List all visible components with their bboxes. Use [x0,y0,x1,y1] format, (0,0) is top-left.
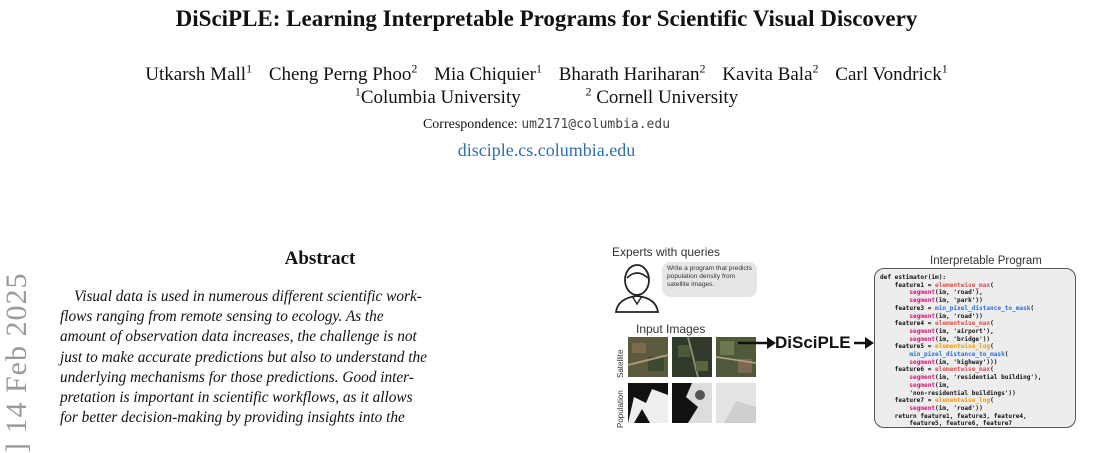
author: Utkarsh Mall$^1$ [145,62,253,86]
author: Kavita Bala$^2$ [722,62,819,86]
program-line: min_pixel_distance_to_mask( [909,351,1009,359]
correspondence-label: Correspondence: [422,117,518,132]
program-code-box [874,268,1076,428]
program-line: segment(im, 'residential building'), [909,374,1042,382]
abstract-body [60,287,578,428]
program-line: segment(im, 'bridge')) [909,335,991,343]
abstract-line: for better decision-making by providing insights into the [60,409,405,427]
program-line: 'non-residential buildings')) [880,389,1016,397]
affiliation-list [0,85,1093,109]
correspondence [0,117,1093,133]
population-map [628,383,668,423]
paper-title: DiSciPLE: Learning Interpretable Programs for Scientific Visual Discovery [175,6,918,31]
population-map [672,383,712,423]
author: Cheng Perng Phoo$^2$ [268,62,418,86]
program-label: Interpretable Program [930,255,1042,267]
project-website-link[interactable]: disciple.cs.columbia.edu [457,140,636,160]
affiliation: $^1$Columbia University [354,85,521,109]
program-line: feature5, feature6, feature7 [880,420,1013,428]
arrow-head-icon [865,337,874,349]
program-line: feature4 = elementwise_max( [880,320,994,328]
program-line: segment(im, 'highway'))) [909,358,998,366]
abstract-line: flows ranging from remote sensing to ecology. As the [60,308,384,326]
row-label-population: Population [616,390,625,428]
program-line: feature3 = min_pixel_distance_to_mask( [880,304,1035,312]
program-line: feature5 = elementwise_log( [880,343,994,351]
abstract-line: underlying mechanisms for those predictions. Good inter- [60,368,414,386]
program-line: segment(im, 'park')) [909,297,983,305]
program-line: def estimator(im): [880,274,947,281]
program-line: feature6 = elementwise_max( [880,366,994,374]
program-line: feature1 = elementwise_max( [880,281,994,289]
population-map [716,383,756,423]
row-label-satellite: Satellite [616,349,625,378]
expert-person-icon [612,262,662,314]
author: Bharath Hariharan$^2$ [558,62,706,86]
abstract-line: just to make accurate predictions but also to understand the [60,348,427,366]
program-line: segment(im, 'road')) [909,404,983,412]
arxiv-stamp: ] 14 Feb 2025 [0,272,33,453]
input-images-label: Input Images [636,322,706,336]
program-line: return feature1, feature3, feature4, [880,412,1027,420]
program-line: segment(im, 'road')) [909,312,983,320]
method-name: DiSciPLE [775,333,851,352]
abstract-line: Visual data is used in numerous different scientific work- [74,288,422,305]
author: Mia Chiquier$^1$ [434,62,542,86]
program-line: segment(im, 'road'), [909,289,983,297]
query-bubble: Write a program that predicts population density from satellite images. [662,262,757,297]
program-line: segment(im, 'airport'), [909,327,994,335]
abstract-heading: Abstract [284,248,356,269]
author: Carl Vondrick$^1$ [835,62,948,86]
experts-label: Experts with queries [612,245,721,259]
abstract-line: amount of observation data increases, the challenge is not [60,328,417,346]
satellite-image [672,337,712,377]
affiliation: $^2$ Cornell University [585,85,739,109]
satellite-image [628,337,668,377]
abstract-line: pretation is important in scientific workflows, as it allows [60,389,413,407]
program-line: feature7 = elementwise_log( [880,397,994,405]
program-line: segment(im, [909,381,950,389]
author-list [0,62,1093,86]
correspondence-email[interactable]: um2171@columbia.edu [521,117,671,132]
